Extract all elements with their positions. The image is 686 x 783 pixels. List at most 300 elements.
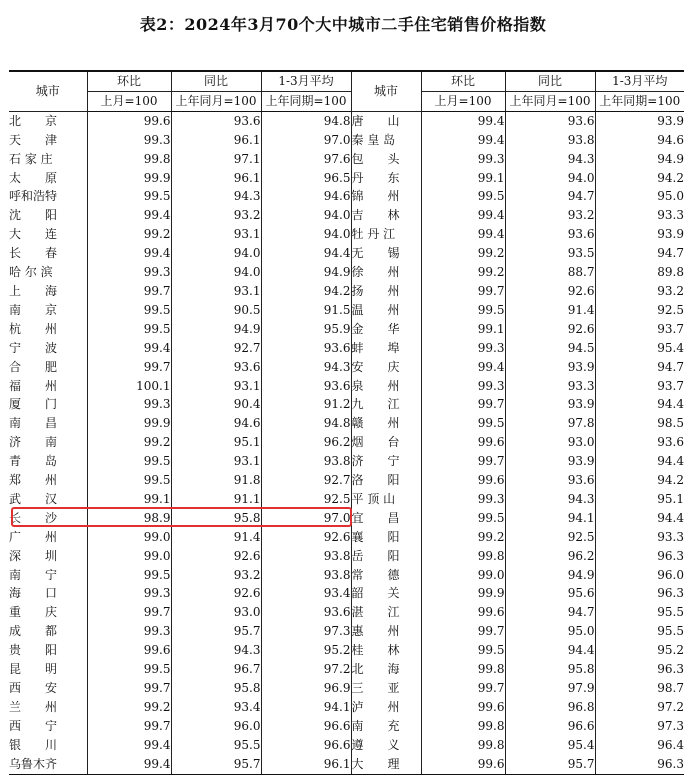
mom-cell: 99.3 bbox=[87, 263, 171, 282]
avg-cell: 94.1 bbox=[261, 698, 351, 717]
city-cell-right: 惠 州 bbox=[351, 622, 421, 641]
mom-cell: 99.5 bbox=[87, 301, 171, 320]
mom-cell-right: 99.3 bbox=[421, 377, 505, 396]
avg-cell: 97.2 bbox=[261, 660, 351, 679]
mom-cell: 99.7 bbox=[87, 717, 171, 736]
mom-cell: 99.4 bbox=[87, 244, 171, 263]
table-row bbox=[9, 301, 684, 320]
table-row bbox=[9, 660, 684, 679]
city-cell: 兰 州 bbox=[9, 698, 87, 717]
avg-cell-right: 95.5 bbox=[657, 605, 684, 620]
city-cell-right: 蚌 埠 bbox=[351, 339, 421, 358]
yoy-cell: 94.9 bbox=[171, 320, 261, 339]
yoy-cell: 94.0 bbox=[171, 263, 261, 282]
city-cell-right: 吉 林 bbox=[351, 206, 421, 225]
city-cell-right: 泉 州 bbox=[351, 377, 421, 396]
city-cell-right: 平 顶 山 bbox=[351, 490, 421, 509]
avg-cell: 93.8 bbox=[261, 547, 351, 566]
yoy-cell: 96.0 bbox=[171, 717, 261, 736]
city-cell: 成 都 bbox=[9, 622, 87, 641]
city-cell: 哈 尔 滨 bbox=[9, 263, 87, 282]
table-row bbox=[9, 471, 684, 490]
price-index-table bbox=[9, 70, 684, 775]
avg-cell: 96.6 bbox=[261, 717, 351, 736]
city-cell-right: 金 华 bbox=[351, 320, 421, 339]
yoy-cell: 90.5 bbox=[171, 301, 261, 320]
city-cell-right: 韶 关 bbox=[351, 584, 421, 603]
avg-cell: 92.6 bbox=[261, 528, 351, 547]
mom-cell: 99.7 bbox=[87, 358, 171, 377]
avg-cell: 96.1 bbox=[261, 755, 351, 774]
mom-cell-right: 99.6 bbox=[421, 471, 505, 490]
table-row bbox=[9, 755, 684, 774]
city-cell: 重 庆 bbox=[9, 603, 87, 622]
city-cell: 海 口 bbox=[9, 584, 87, 603]
city-cell-right: 徐 州 bbox=[351, 263, 421, 282]
mom-cell-right: 99.6 bbox=[421, 433, 505, 452]
avg-cell-right: 95.5 bbox=[657, 624, 684, 639]
yoy-cell-right: 95.0 bbox=[505, 622, 595, 641]
mom-cell-right: 99.2 bbox=[421, 263, 505, 282]
avg-cell-right: 94.2 bbox=[657, 473, 684, 488]
mom-cell-right: 99.8 bbox=[421, 717, 505, 736]
table-row bbox=[9, 603, 684, 622]
mom-cell: 99.0 bbox=[87, 528, 171, 547]
yoy-cell-right: 96.6 bbox=[505, 717, 595, 736]
yoy-cell-right: 94.3 bbox=[505, 150, 595, 169]
city-cell: 乌鲁木齐 bbox=[9, 755, 87, 774]
avg-cell: 94.3 bbox=[261, 358, 351, 377]
mom-cell: 99.2 bbox=[87, 225, 171, 244]
avg-cell: 91.2 bbox=[261, 395, 351, 414]
table-row bbox=[9, 263, 684, 282]
city-cell-right: 遵 义 bbox=[351, 736, 421, 755]
mom-cell-right: 99.7 bbox=[421, 622, 505, 641]
city-cell: 北 京 bbox=[9, 111, 87, 130]
mom-cell-right: 99.3 bbox=[421, 150, 505, 169]
avg-cell-right: 96.3 bbox=[657, 662, 684, 677]
table-row bbox=[9, 698, 684, 717]
mom-cell-right: 99.1 bbox=[421, 169, 505, 188]
mom-cell-right: 99.5 bbox=[421, 414, 505, 433]
table-row bbox=[9, 395, 684, 414]
mom-cell-right: 99.4 bbox=[421, 225, 505, 244]
avg-cell: 95.9 bbox=[261, 320, 351, 339]
avg-cell-right: 96.3 bbox=[595, 755, 684, 774]
yoy-cell-right: 95.8 bbox=[505, 660, 595, 679]
mom-cell-right: 99.7 bbox=[421, 282, 505, 301]
yoy-cell-right: 93.3 bbox=[505, 377, 595, 396]
avg-cell: 94.4 bbox=[261, 244, 351, 263]
mom-cell: 99.6 bbox=[87, 641, 171, 660]
yoy-cell-right: 92.5 bbox=[505, 528, 595, 547]
mom-cell: 99.5 bbox=[87, 566, 171, 585]
avg-cell-right: 93.7 bbox=[657, 321, 684, 336]
mom-cell-right: 99.2 bbox=[421, 244, 505, 263]
table-row bbox=[9, 377, 684, 396]
mom-cell: 99.3 bbox=[87, 395, 171, 414]
yoy-cell-right: 93.9 bbox=[505, 452, 595, 471]
city-cell: 西 宁 bbox=[9, 717, 87, 736]
avg-cell-right: 93.6 bbox=[657, 435, 684, 450]
yoy-cell: 92.7 bbox=[171, 339, 261, 358]
avg-cell-right: 96.3 bbox=[657, 548, 684, 563]
city-cell: 济 南 bbox=[9, 433, 87, 452]
city-cell: 贵 阳 bbox=[9, 641, 87, 660]
col-subheader-avg: 上年同期=100 bbox=[261, 91, 351, 111]
avg-cell: 96.2 bbox=[261, 433, 351, 452]
avg-cell: 93.6 bbox=[261, 339, 351, 358]
yoy-cell: 93.6 bbox=[171, 358, 261, 377]
yoy-cell-right: 94.0 bbox=[505, 169, 595, 188]
avg-cell: 96.6 bbox=[261, 736, 351, 755]
city-cell: 福 州 bbox=[9, 377, 87, 396]
table-row bbox=[9, 566, 684, 585]
city-cell: 西 安 bbox=[9, 679, 87, 698]
avg-cell-right: 96.0 bbox=[657, 567, 684, 582]
city-cell: 合 肥 bbox=[9, 358, 87, 377]
yoy-cell-right: 97.8 bbox=[505, 414, 595, 433]
mom-cell: 99.4 bbox=[87, 339, 171, 358]
avg-cell-right: 94.6 bbox=[657, 132, 684, 147]
yoy-cell-right: 94.3 bbox=[505, 490, 595, 509]
yoy-cell-right: 94.9 bbox=[505, 566, 595, 585]
city-cell-right: 包 头 bbox=[351, 150, 421, 169]
avg-cell-right: 94.9 bbox=[657, 151, 684, 166]
yoy-cell: 93.2 bbox=[171, 566, 261, 585]
city-cell-right: 洛 阳 bbox=[351, 471, 421, 490]
yoy-cell-right: 94.1 bbox=[505, 509, 595, 528]
city-cell-right: 大 理 bbox=[351, 755, 421, 774]
city-cell-right: 宜 昌 bbox=[351, 509, 421, 528]
city-cell: 大 连 bbox=[9, 225, 87, 244]
avg-cell: 94.0 bbox=[261, 206, 351, 225]
col-header-avg: 1-3月平均 bbox=[261, 71, 351, 91]
avg-cell-right: 92.5 bbox=[657, 302, 684, 317]
yoy-cell: 95.8 bbox=[171, 679, 261, 698]
col-header-yoy-right: 同比 bbox=[505, 71, 595, 91]
highlight-box bbox=[11, 507, 352, 527]
table-row bbox=[9, 641, 684, 660]
mom-cell-right: 99.7 bbox=[421, 679, 505, 698]
yoy-cell-right: 97.9 bbox=[505, 679, 595, 698]
mom-cell-right: 99.0 bbox=[421, 566, 505, 585]
avg-cell: 93.8 bbox=[261, 566, 351, 585]
yoy-cell: 96.7 bbox=[171, 660, 261, 679]
avg-cell-right: 93.7 bbox=[657, 378, 684, 393]
avg-cell-right: 89.8 bbox=[657, 265, 684, 280]
avg-cell-right: 94.4 bbox=[657, 510, 684, 525]
city-cell-right: 湛 江 bbox=[351, 603, 421, 622]
mom-cell-right: 99.5 bbox=[421, 641, 505, 660]
city-cell: 天 津 bbox=[9, 131, 87, 150]
avg-cell: 94.8 bbox=[261, 111, 351, 130]
table-row bbox=[9, 244, 684, 263]
yoy-cell-right: 95.4 bbox=[505, 736, 595, 755]
avg-cell-right: 95.4 bbox=[657, 340, 684, 355]
mom-cell-right: 99.8 bbox=[421, 547, 505, 566]
yoy-cell: 90.4 bbox=[171, 395, 261, 414]
yoy-cell-right: 92.6 bbox=[505, 282, 595, 301]
avg-cell: 92.7 bbox=[261, 471, 351, 490]
yoy-cell: 95.1 bbox=[171, 433, 261, 452]
table-row bbox=[9, 187, 684, 206]
col-header-mom-right: 环比 bbox=[421, 71, 505, 91]
city-cell: 南 宁 bbox=[9, 566, 87, 585]
avg-cell-right: 95.2 bbox=[657, 643, 684, 658]
city-cell-right: 牡 丹 江 bbox=[351, 225, 421, 244]
yoy-cell: 92.6 bbox=[171, 547, 261, 566]
mom-cell: 99.8 bbox=[87, 150, 171, 169]
avg-cell-right: 93.3 bbox=[657, 529, 684, 544]
mom-cell-right: 99.2 bbox=[421, 528, 505, 547]
yoy-cell-right: 88.7 bbox=[505, 263, 595, 282]
yoy-cell-right: 93.9 bbox=[505, 395, 595, 414]
table-row bbox=[9, 717, 684, 736]
yoy-cell: 93.1 bbox=[171, 225, 261, 244]
city-cell: 上 海 bbox=[9, 282, 87, 301]
avg-cell-right: 93.3 bbox=[657, 208, 684, 223]
mom-cell-right: 99.3 bbox=[421, 490, 505, 509]
avg-cell: 92.5 bbox=[261, 490, 351, 509]
mom-cell-right: 99.6 bbox=[421, 698, 505, 717]
table-row bbox=[9, 452, 684, 471]
yoy-cell-right: 95.6 bbox=[505, 584, 595, 603]
table-row bbox=[9, 169, 684, 188]
avg-cell-right: 97.3 bbox=[657, 718, 684, 733]
city-cell: 太 原 bbox=[9, 169, 87, 188]
mom-cell: 99.6 bbox=[87, 111, 171, 130]
mom-cell-right: 99.8 bbox=[421, 736, 505, 755]
city-cell-right: 济 宁 bbox=[351, 452, 421, 471]
yoy-cell: 93.1 bbox=[171, 452, 261, 471]
city-cell: 深 圳 bbox=[9, 547, 87, 566]
city-cell: 长 春 bbox=[9, 244, 87, 263]
avg-cell-right: 94.7 bbox=[657, 246, 684, 261]
table-title: 表2：2024年3月70个大中城市二手住宅销售价格指数 bbox=[139, 15, 547, 34]
yoy-cell: 92.6 bbox=[171, 584, 261, 603]
col-subheader-mom-right: 上月=100 bbox=[421, 91, 505, 111]
city-cell: 厦 门 bbox=[9, 395, 87, 414]
mom-cell: 99.4 bbox=[87, 736, 171, 755]
city-cell: 长 沙 bbox=[9, 509, 87, 528]
city-cell-right: 泸 州 bbox=[351, 698, 421, 717]
mom-cell-right: 99.6 bbox=[421, 603, 505, 622]
city-cell-right: 九 江 bbox=[351, 395, 421, 414]
yoy-cell-right: 93.8 bbox=[505, 131, 595, 150]
city-cell: 宁 波 bbox=[9, 339, 87, 358]
yoy-cell-right: 93.9 bbox=[505, 358, 595, 377]
mom-cell-right: 99.9 bbox=[421, 584, 505, 603]
yoy-cell-right: 94.5 bbox=[505, 339, 595, 358]
table-row bbox=[9, 339, 684, 358]
avg-cell-right: 95.1 bbox=[657, 491, 684, 506]
col-header-city: 城市 bbox=[9, 71, 87, 111]
city-cell-right: 三 亚 bbox=[351, 679, 421, 698]
city-cell-right: 无 锡 bbox=[351, 244, 421, 263]
avg-cell: 97.3 bbox=[261, 622, 351, 641]
city-cell-right: 锦 州 bbox=[351, 187, 421, 206]
yoy-cell: 93.2 bbox=[171, 206, 261, 225]
mom-cell: 99.0 bbox=[87, 547, 171, 566]
mom-cell-right: 99.4 bbox=[421, 131, 505, 150]
mom-cell: 99.1 bbox=[87, 490, 171, 509]
col-subheader-mom: 上月=100 bbox=[87, 91, 171, 111]
avg-cell-right: 96.3 bbox=[657, 586, 684, 601]
yoy-cell: 96.1 bbox=[171, 131, 261, 150]
avg-cell: 93.6 bbox=[261, 603, 351, 622]
avg-cell-right: 94.4 bbox=[657, 454, 684, 469]
avg-cell: 94.6 bbox=[261, 187, 351, 206]
col-header-mom: 环比 bbox=[87, 71, 171, 91]
table-row bbox=[9, 414, 684, 433]
mom-cell: 99.2 bbox=[87, 698, 171, 717]
yoy-cell-right: 93.6 bbox=[505, 111, 595, 130]
avg-cell: 96.9 bbox=[261, 679, 351, 698]
col-subheader-yoy-right: 上年同月=100 bbox=[505, 91, 595, 111]
table-row bbox=[9, 736, 684, 755]
mom-cell-right: 99.1 bbox=[421, 320, 505, 339]
mom-cell: 99.5 bbox=[87, 187, 171, 206]
mom-cell: 99.4 bbox=[87, 755, 171, 774]
yoy-cell: 94.3 bbox=[171, 641, 261, 660]
avg-cell-right: 94.4 bbox=[657, 397, 684, 412]
yoy-cell: 93.0 bbox=[171, 603, 261, 622]
city-cell-right: 常 德 bbox=[351, 566, 421, 585]
mom-cell-right: 99.7 bbox=[421, 452, 505, 471]
city-cell-right: 岳 阳 bbox=[351, 547, 421, 566]
mom-cell-right: 99.4 bbox=[421, 358, 505, 377]
avg-cell: 91.5 bbox=[261, 301, 351, 320]
yoy-cell: 94.3 bbox=[171, 187, 261, 206]
mom-cell-right: 99.8 bbox=[421, 660, 505, 679]
table-row bbox=[9, 111, 684, 130]
avg-cell: 97.6 bbox=[261, 150, 351, 169]
table-row bbox=[9, 320, 684, 339]
city-cell: 沈 阳 bbox=[9, 206, 87, 225]
city-cell: 武 汉 bbox=[9, 490, 87, 509]
city-cell: 青 岛 bbox=[9, 452, 87, 471]
mom-cell: 99.4 bbox=[87, 206, 171, 225]
avg-cell-right: 96.4 bbox=[657, 737, 684, 752]
city-cell-right: 南 充 bbox=[351, 717, 421, 736]
col-header-city-right: 城市 bbox=[351, 71, 421, 111]
yoy-cell-right: 93.6 bbox=[505, 225, 595, 244]
avg-cell: 96.5 bbox=[261, 169, 351, 188]
mom-cell: 98.9 bbox=[87, 509, 171, 528]
table-row bbox=[9, 206, 684, 225]
yoy-cell-right: 92.6 bbox=[505, 320, 595, 339]
yoy-cell: 94.6 bbox=[171, 414, 261, 433]
city-cell-right: 秦 皇 岛 bbox=[351, 131, 421, 150]
yoy-cell-right: 93.0 bbox=[505, 433, 595, 452]
mom-cell: 99.3 bbox=[87, 131, 171, 150]
yoy-cell: 95.5 bbox=[171, 736, 261, 755]
city-cell-right: 扬 州 bbox=[351, 282, 421, 301]
table-row bbox=[9, 622, 684, 641]
yoy-cell: 95.7 bbox=[171, 755, 261, 774]
table-row bbox=[9, 282, 684, 301]
col-subheader-yoy: 上年同月=100 bbox=[171, 91, 261, 111]
table-row bbox=[9, 358, 684, 377]
yoy-cell: 93.1 bbox=[171, 282, 261, 301]
table-row bbox=[9, 528, 684, 547]
col-header-avg-right: 1-3月平均 bbox=[595, 71, 684, 91]
mom-cell: 99.5 bbox=[87, 320, 171, 339]
avg-cell-right: 94.7 bbox=[657, 359, 684, 374]
avg-cell: 94.2 bbox=[261, 282, 351, 301]
city-cell: 南 京 bbox=[9, 301, 87, 320]
mom-cell: 99.7 bbox=[87, 679, 171, 698]
yoy-cell: 93.6 bbox=[171, 111, 261, 130]
avg-cell-right: 93.2 bbox=[657, 283, 684, 298]
avg-cell-right: 94.2 bbox=[657, 170, 684, 185]
yoy-cell-right: 93.6 bbox=[505, 471, 595, 490]
mom-cell: 100.1 bbox=[87, 377, 171, 396]
mom-cell-right: 99.6 bbox=[421, 755, 505, 774]
yoy-cell: 91.1 bbox=[171, 490, 261, 509]
avg-cell: 95.2 bbox=[261, 641, 351, 660]
yoy-cell: 95.8 bbox=[171, 509, 261, 528]
avg-cell-right: 98.7 bbox=[657, 681, 684, 695]
yoy-cell: 97.1 bbox=[171, 150, 261, 169]
city-cell: 呼和浩特 bbox=[9, 187, 87, 206]
avg-cell: 93.4 bbox=[261, 584, 351, 603]
yoy-cell: 96.1 bbox=[171, 169, 261, 188]
city-cell: 广 州 bbox=[9, 528, 87, 547]
avg-cell-right: 93.9 bbox=[657, 113, 684, 128]
city-cell: 郑 州 bbox=[9, 471, 87, 490]
city-cell: 银 川 bbox=[9, 736, 87, 755]
yoy-cell-right: 96.2 bbox=[505, 547, 595, 566]
col-header-yoy: 同比 bbox=[171, 71, 261, 91]
table-row bbox=[9, 547, 684, 566]
avg-cell: 97.0 bbox=[261, 509, 351, 528]
city-cell-right: 烟 台 bbox=[351, 433, 421, 452]
avg-cell: 94.8 bbox=[261, 414, 351, 433]
mom-cell-right: 99.5 bbox=[421, 187, 505, 206]
city-cell-right: 赣 州 bbox=[351, 414, 421, 433]
yoy-cell-right: 94.7 bbox=[505, 187, 595, 206]
yoy-cell: 91.8 bbox=[171, 471, 261, 490]
yoy-cell-right: 96.8 bbox=[505, 698, 595, 717]
mom-cell: 99.3 bbox=[87, 584, 171, 603]
table-body bbox=[9, 111, 684, 774]
city-cell-right: 唐 山 bbox=[351, 111, 421, 130]
city-cell-right: 北 海 bbox=[351, 660, 421, 679]
mom-cell: 99.5 bbox=[87, 660, 171, 679]
avg-cell: 93.8 bbox=[261, 452, 351, 471]
table-row bbox=[9, 490, 684, 509]
mom-cell: 99.3 bbox=[87, 622, 171, 641]
mom-cell: 99.9 bbox=[87, 169, 171, 188]
avg-cell: 94.9 bbox=[261, 263, 351, 282]
mom-cell-right: 99.4 bbox=[421, 111, 505, 130]
city-cell: 石 家 庄 bbox=[9, 150, 87, 169]
yoy-cell-right: 93.5 bbox=[505, 244, 595, 263]
mom-cell-right: 99.7 bbox=[421, 395, 505, 414]
mom-cell: 99.9 bbox=[87, 414, 171, 433]
yoy-cell-right: 95.7 bbox=[505, 755, 595, 774]
city-cell: 昆 明 bbox=[9, 660, 87, 679]
yoy-cell: 91.4 bbox=[171, 528, 261, 547]
table-row bbox=[9, 150, 684, 169]
city-cell: 杭 州 bbox=[9, 320, 87, 339]
yoy-cell-right: 94.4 bbox=[505, 641, 595, 660]
col-subheader-avg-right: 上年同期=100 bbox=[595, 91, 684, 111]
avg-cell-right: 97.2 bbox=[657, 699, 684, 714]
mom-cell: 99.7 bbox=[87, 603, 171, 622]
